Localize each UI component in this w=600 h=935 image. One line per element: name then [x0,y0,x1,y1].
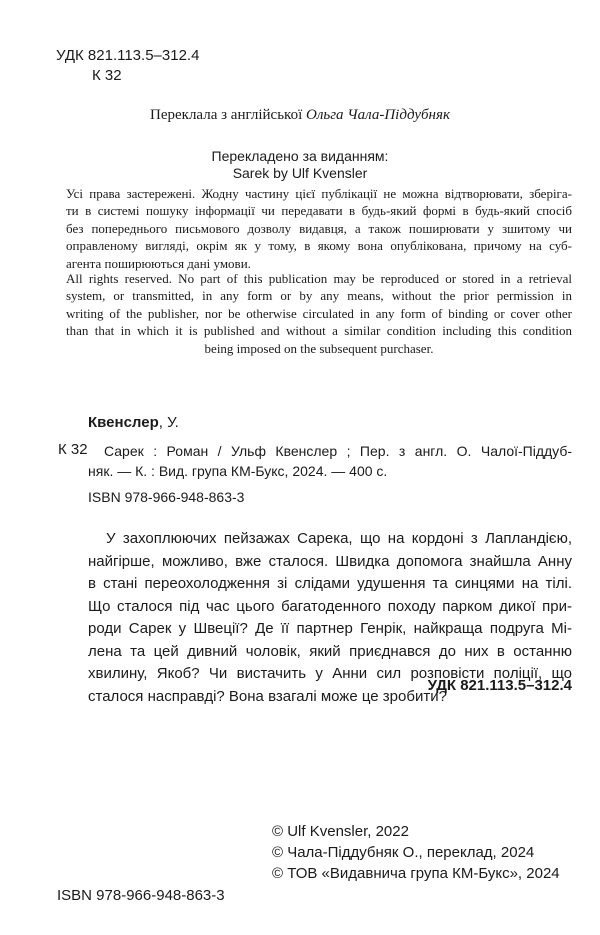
rights-en-line: writing of the publisher, nor be otherwise circulated in any form of binding or cover other [66,305,572,321]
rights-ua-line: оправленому вигляді, окрім як у тому, в якому вона опублікована, причому на суб- [66,238,572,254]
annotation-line: Що сталося під час цього багатоденного походу парком дикої при- [88,597,572,615]
rights-notice-english [66,270,572,357]
bibliography-isbn: ISBN 978-966-948-863-3 [88,489,245,505]
author-initial: , У. [158,414,179,431]
rights-ua-line: агента поширюються дані умови. [66,255,251,271]
copyright-line: © ТОВ «Видавнича група КМ-Букс», 2024 [272,865,560,882]
bibliography-record [88,441,572,507]
rights-ua-line: ти в системі пошуку інформації чи передавати в будь-який формі в будь-який спосіб [66,203,572,219]
rights-ua-line: Усі права застережені. Жодну частину цієї публікації не можна відтворювати, зберіга- [66,186,572,201]
annotation-line: У захоплюючих пейзажах Сарека, що на кордоні з Лапландією, [106,530,572,547]
bibliography-author [88,414,179,431]
translator-prefix: Переклала з англійської [150,107,303,123]
rights-ua-line: без попереднього письмового дозволу видавця, а також поширювати у зшитому чи [66,220,572,236]
bibliography-line: няк. — К. : Вид. група КМ-Букс, 2024. — 400 с. [88,463,388,479]
udk-code-top: УДК 821.113.5–312.4 [56,47,200,64]
annotation-line: в стані переохолодження зі слідами удушення та синцями на тілі. [88,575,572,592]
annotation-line: лена та цей дивний чоловік, який приєднався до них в останню [88,642,572,660]
author-surname: Квенслер [88,414,159,431]
annotation-line: хвилину, Якоб? Чи вистачить у Анни сил розповісти поліції, що [88,665,572,682]
copyright-line: © Чала-Піддубняк О., переклад, 2024 [272,844,535,861]
udk-code-bottom: УДК 821.113.5–312.4 [427,677,572,694]
copyright-notices [272,821,560,884]
translated-from-label: Перекладено за виданням: [211,148,389,164]
rights-notice-ukrainian [66,185,572,272]
isbn-bottom: ISBN 978-966-948-863-3 [57,887,225,904]
rights-en-line: system, or transmitted, in any form or by any means, without the prior permission in [66,288,572,304]
annotation-line: найгірше, можливо, вже сталося. Швидка допомога знайшла Анну [88,552,572,570]
annotation-line: роди Сарек у Швеції? Де її партнер Генрік, найкраща подруга Мі- [88,620,572,637]
translator-credit [0,107,600,124]
annotation-line: сталося насправді? Вона взагалі може це зробити? [88,687,447,705]
rights-en-line: than that in which it is published and without a similar condition including this condition [66,323,572,339]
rights-en-line: All rights reserved. No part of this publication may be reproduced or stored in a retrieval [66,271,572,286]
bibliography-line: Сарек : Роман / Ульф Квенслер ; Пер. з англ. О. Чалої-Піддуб- [104,443,572,459]
source-title: Sarek by Ulf Kvensler [232,165,368,181]
bibliography-author-mark: К 32 [58,441,88,458]
rights-en-line: being imposed on the subsequent purchaser. [204,340,434,356]
author-mark-top: К 32 [92,67,122,84]
copyright-line: © Ulf Kvensler, 2022 [272,823,409,840]
translator-name: Ольга Чала-Піддубняк [306,107,450,123]
